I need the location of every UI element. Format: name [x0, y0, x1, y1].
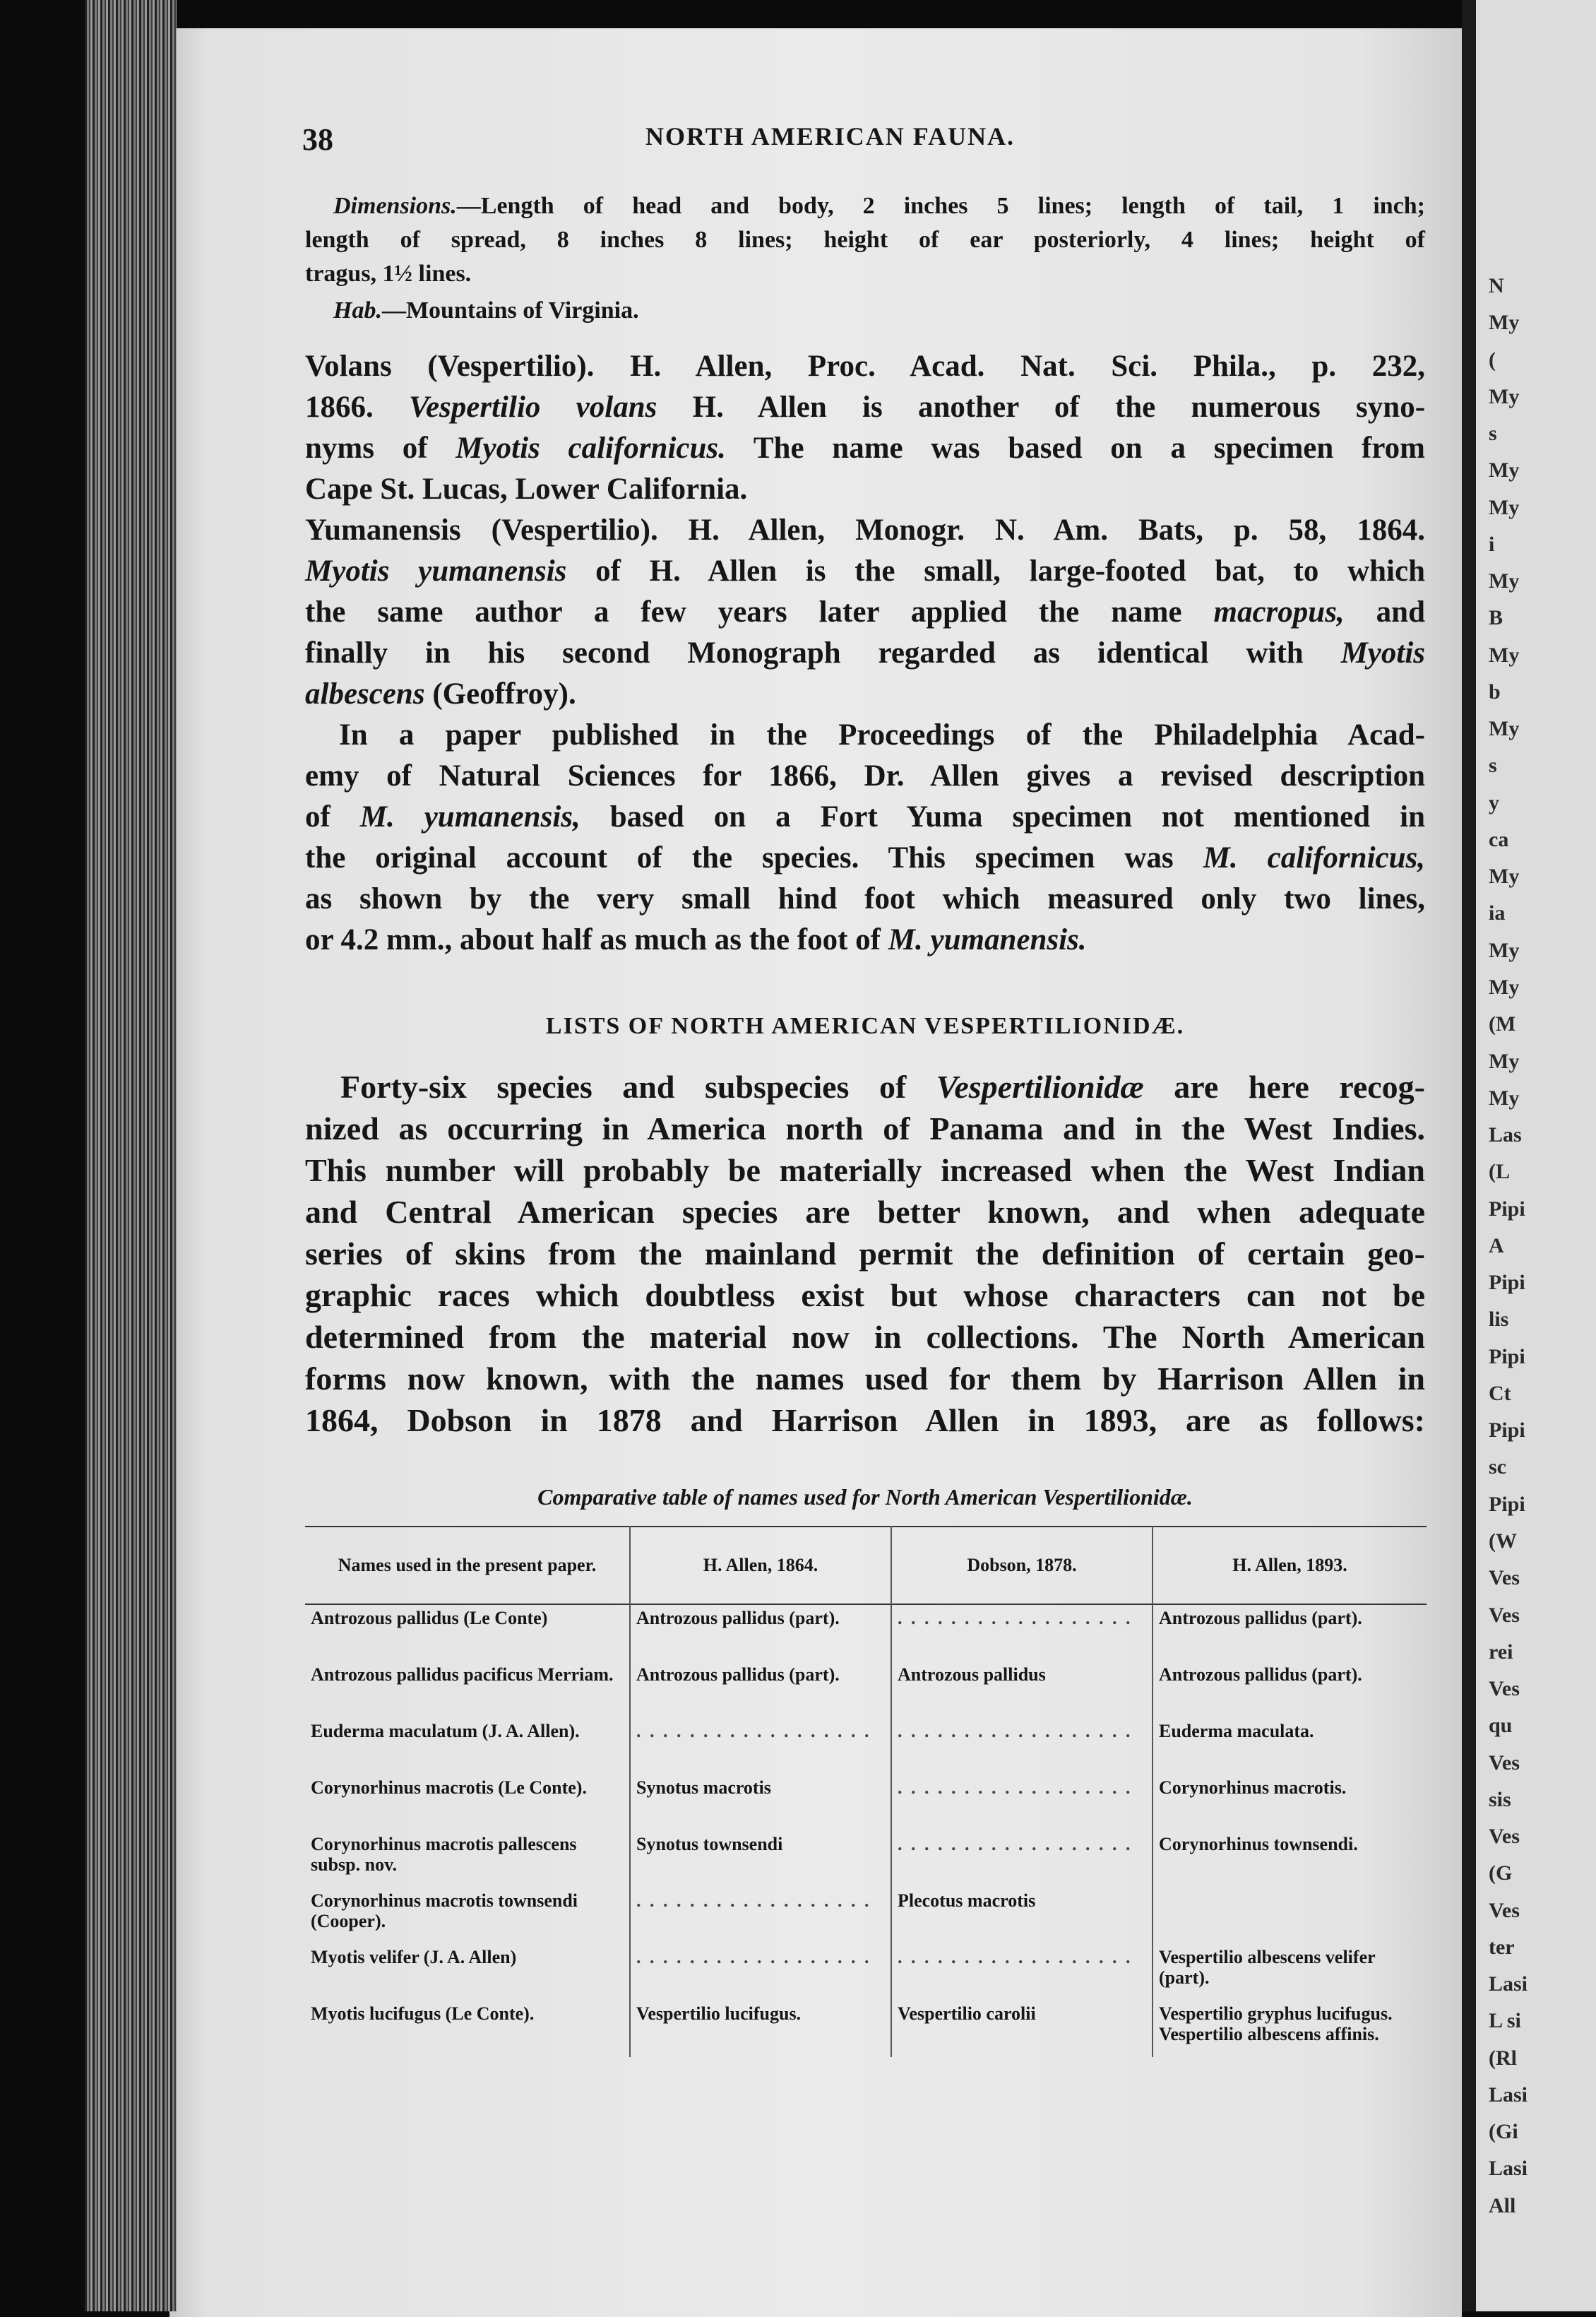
adjacent-text-fragment: (Rl [1489, 2046, 1517, 2070]
section-family: Vespertilionidæ [936, 1069, 1144, 1105]
adjacent-text-fragment: My [1489, 865, 1520, 888]
adjacent-text-fragment: Ves [1489, 1751, 1520, 1774]
yumanensis-line-4 [305, 633, 1425, 674]
adjacent-text-fragment: Pipi [1489, 1197, 1525, 1221]
habitat-line [333, 295, 1453, 326]
adjacent-text-fragment: (L [1489, 1160, 1510, 1183]
table-header-cell: Dobson, 1878. [891, 1527, 1153, 1604]
table-cell: Myotis lucifugus (Le Conte). [311, 2003, 535, 2024]
volans-text-3a: nyms of [305, 432, 428, 465]
adjacent-text-fragment: s [1489, 754, 1497, 777]
adjacent-text-fragment: (W [1489, 1529, 1517, 1553]
table-row [305, 1718, 1427, 1774]
adjacent-text-fragment: My [1489, 569, 1520, 593]
adjacent-text-fragment: Ves [1489, 1604, 1520, 1627]
dimensions-text-1: —Length of head and body, 2 inches 5 lines; length of tail, 1 inch; [456, 193, 1425, 219]
table-row [305, 2001, 1427, 2057]
adjacent-text-fragment: ter [1489, 1936, 1515, 1959]
adjacent-text-fragment: Ves [1489, 1899, 1520, 1922]
table-cell: Vespertilio albescens velifer (part). [1153, 1944, 1427, 2001]
table-caption: Comparative table of names used for North American Vespertilionidæ. [537, 1484, 1193, 1510]
adjacent-text-fragment: ( [1489, 348, 1496, 372]
adjacent-text-fragment: (G [1489, 1861, 1513, 1885]
section-line-3: This number will probably be materially increased when the West Indian [305, 1152, 1425, 1188]
table-cell: Antrozous pallidus (part). [1153, 1604, 1427, 1661]
adjacent-text-fragment: My [1489, 385, 1520, 408]
dimensions-line-3: tragus, 1½ lines. [305, 261, 472, 287]
yumanensis-line-1 [305, 510, 1425, 551]
paper-text-3a: of [305, 800, 330, 834]
yumanensis-title: Yumanensis (Vespertilio). [305, 514, 658, 547]
table-cell: Antrozous pallidus pacificus Merriam. [311, 1664, 614, 1685]
adjacent-text-fragment: sis [1489, 1788, 1511, 1811]
table-cell: Euderma maculatum (J. A. Allen). [311, 1721, 580, 1741]
table-cell: Corynorhinus macrotis townsendi (Cooper). [311, 1890, 578, 1931]
adjacent-text-fragment: My [1489, 311, 1520, 334]
volans-citation: H. Allen, Proc. Acad. Nat. Sci. Phila., p. 232, [630, 350, 1425, 383]
section-text-1a: Forty-six species and subspecies of [340, 1069, 907, 1105]
table-row [305, 1774, 1427, 1831]
yumanensis-line-3 [305, 592, 1425, 633]
table-cell: Antrozous pallidus (part). [1153, 1661, 1427, 1718]
table-cell-dots: . . . . . . . . . . . . . . . . . . [630, 1718, 891, 1774]
section-line-8: forms now known, with the names used for them by Harrison Allen in [305, 1361, 1425, 1397]
adjacent-text-fragment: y [1489, 791, 1499, 814]
adjacent-text-fragment: All [1489, 2194, 1516, 2217]
adjacent-text-fragment: Lasi [1489, 2157, 1528, 2180]
section-line-2: nized as occurring in America north of Panama and in the West Indies. [305, 1110, 1425, 1146]
adjacent-text-fragment: Ves [1489, 1825, 1520, 1848]
adjacent-text-fragment: My [1489, 1050, 1520, 1073]
habitat-label: Hab. [333, 297, 382, 324]
paper-text-4: the original account of the species. This specimen was [305, 841, 1174, 875]
table-cell-dots: . . . . . . . . . . . . . . . . . . [891, 1774, 1153, 1831]
paper-line-6 [305, 920, 1425, 961]
adjacent-text-fragment: Pipi [1489, 1271, 1525, 1294]
yumanensis-text-3b: and [1376, 595, 1426, 629]
volans-species: Myotis californicus. [455, 432, 726, 465]
adjacent-text-fragment: b [1489, 680, 1501, 704]
yumanensis-myotis: Myotis [1340, 636, 1426, 670]
habitat-text: —Mountains of Virginia. [381, 297, 639, 324]
adjacent-text-fragment: B [1489, 606, 1503, 629]
adjacent-text-fragment: sc [1489, 1455, 1506, 1479]
adjacent-text-fragment: My [1489, 939, 1520, 962]
volans-title: Volans (Vespertilio). [305, 350, 595, 383]
adjacent-text-fragment: My [1489, 458, 1520, 482]
adjacent-text-fragment: lis [1489, 1308, 1509, 1331]
paper-species-1: M. yumanensis, [359, 800, 580, 834]
paper-text-3b: based on a Fort Yuma specimen not mentioned in [609, 800, 1425, 834]
table-row [305, 1661, 1427, 1718]
adjacent-text-fragment: My [1489, 1086, 1520, 1110]
paper-line-2: emy of Natural Sciences for 1866, Dr. Allen gives a revised description [305, 759, 1425, 793]
yumanensis-macropus: macropus, [1213, 595, 1345, 629]
adjacent-text-fragment: Lasi [1489, 1972, 1528, 1996]
table-cell: Antrozous pallidus [891, 1661, 1153, 1718]
adjacent-text-fragment: s [1489, 422, 1497, 445]
table-row [305, 1604, 1427, 1661]
table-cell: Myotis velifer (J. A. Allen) [311, 1947, 517, 1967]
adjacent-text-fragment: Pipi [1489, 1345, 1525, 1368]
table-cell: Plecotus macrotis [891, 1888, 1153, 1944]
table-cell: Synotus townsendi [630, 1831, 891, 1888]
table-header-cell: H. Allen, 1864. [630, 1527, 891, 1604]
section-line-9: 1864, Dobson in 1878 and Harrison Allen in 1893, are as follows: [305, 1402, 1425, 1438]
yumanensis-albescens: albescens [305, 677, 425, 711]
paper-species-3: M. yumanensis. [888, 923, 1087, 956]
section-line-1 [305, 1067, 1425, 1108]
volans-line-4: Cape St. Lucas, Lower California. [305, 473, 748, 506]
section-line-7: determined from the material now in collections. The North American [305, 1319, 1425, 1355]
yumanensis-name: Myotis yumanensis [305, 555, 567, 588]
adjacent-text-fragment: ia [1489, 901, 1506, 925]
adjacent-text-fragment: Lasi [1489, 2083, 1528, 2106]
paper-text-1: In a paper published in the Proceedings of the Philadelphia Acad- [339, 718, 1425, 752]
table-cell-dots: . . . . . . . . . . . . . . . . . . [630, 1888, 891, 1944]
table-cell: Synotus macrotis [630, 1774, 891, 1831]
adjacent-text-fragment: Ves [1489, 1566, 1520, 1589]
table-header-cell: Names used in the present paper. [338, 1555, 597, 1575]
table-cell: Corynorhinus townsendi. [1153, 1831, 1427, 1888]
dimensions-line-2: length of spread, 8 inches 8 lines; height of ear posteriorly, 4 lines; height of [305, 227, 1425, 253]
volans-line-2 [305, 387, 1425, 428]
table-header-cell: H. Allen, 1893. [1153, 1527, 1427, 1604]
table-cell-dots: . . . . . . . . . . . . . . . . . . [891, 1604, 1153, 1661]
volans-text-2: H. Allen is another of the numerous syno- [692, 391, 1426, 424]
section-line-6: graphic races which doubtless exist but whose characters can not be [305, 1277, 1425, 1313]
adjacent-text-fragment: ca [1489, 828, 1509, 851]
paper-text-6: or 4.2 mm., about half as much as the foot of [305, 923, 881, 956]
table-row [305, 1944, 1427, 2001]
paper-species-2: M. californicus, [1203, 841, 1425, 875]
paper-line-5: as shown by the very small hind foot which measured only two lines, [305, 882, 1425, 915]
yumanensis-text-4: finally in his second Monograph regarded as identical with [305, 636, 1304, 670]
paper-line-4 [305, 838, 1425, 879]
adjacent-text-fragment: Pipi [1489, 1493, 1525, 1516]
adjacent-text-fragment: rei [1489, 1640, 1513, 1664]
adjacent-text-fragment: qu [1489, 1714, 1513, 1737]
paper-line-1 [305, 715, 1425, 756]
yumanensis-line-5 [305, 674, 1425, 715]
volans-year: 1866. [305, 391, 374, 424]
table-cell [1153, 1888, 1427, 1944]
table-cell: Vespertilio gryphus lucifugus. Vespertilio albescens affinis. [1153, 2001, 1427, 2057]
volans-text-3b: The name was based on a specimen from [753, 432, 1425, 465]
section-line-5: series of skins from the mainland permit the definition of certain geo- [305, 1235, 1425, 1272]
volans-line-1 [305, 346, 1425, 387]
table-cell: Euderma maculata. [1153, 1718, 1427, 1774]
section-line-4: and Central American species are better known, and when adequate [305, 1194, 1425, 1230]
page-number: 38 [302, 122, 333, 157]
adjacent-text-fragment: L si [1489, 2009, 1521, 2032]
adjacent-text-fragment: A [1489, 1234, 1504, 1257]
adjacent-text-fragment: My [1489, 976, 1520, 999]
adjacent-text-fragment: Pipi [1489, 1418, 1525, 1442]
table-cell: Antrozous pallidus (part). [630, 1661, 891, 1718]
table-cell: Corynorhinus macrotis (Le Conte). [311, 1777, 587, 1798]
adjacent-page [1462, 0, 1596, 2311]
table-cell: Antrozous pallidus (Le Conte) [311, 1608, 548, 1628]
yumanensis-year: 1864. [1357, 514, 1425, 547]
table-cell: Corynorhinus macrotis. [1153, 1774, 1427, 1831]
yumanensis-text-2: of H. Allen is the small, large-footed bat, to which [595, 555, 1425, 588]
table-cell: Antrozous pallidus (part). [630, 1604, 891, 1661]
yumanensis-text-5: (Geoffroy). [432, 677, 576, 711]
adjacent-text-fragment: My [1489, 496, 1520, 519]
adjacent-text-fragment: Ct [1489, 1382, 1511, 1405]
table-row [305, 1831, 1427, 1888]
adjacent-text-fragment: Las [1489, 1123, 1522, 1146]
yumanensis-line-2 [305, 551, 1425, 592]
adjacent-text-fragment: My [1489, 644, 1520, 667]
page-edges [85, 0, 177, 2311]
table-row [305, 1888, 1427, 1944]
table-cell-dots: . . . . . . . . . . . . . . . . . . [891, 1718, 1153, 1774]
adjacent-text-fragment: i [1489, 533, 1495, 556]
adjacent-text-fragment: My [1489, 717, 1520, 740]
paper-line-3 [305, 797, 1425, 838]
running-title: NORTH AMERICAN FAUNA. [645, 122, 1016, 150]
yumanensis-citation: H. Allen, Monogr. N. Am. Bats, p. 58, [688, 514, 1327, 547]
adjacent-text-fragment: Ves [1489, 1677, 1520, 1700]
table-cell: Vespertilio carolii [891, 2001, 1153, 2057]
volans-name: Vespertilio volans [409, 391, 657, 424]
section-heading: LISTS OF NORTH AMERICAN VESPERTILIONIDÆ. [545, 1013, 1185, 1039]
comparative-names-table [305, 1526, 1427, 2057]
adjacent-text-fragment: (Gi [1489, 2120, 1518, 2143]
yumanensis-text-3a: the same author a few years later applied the name [305, 595, 1182, 629]
table-cell: Vespertilio lucifugus. [630, 2001, 891, 2057]
table-cell: Corynorhinus macrotis pallescens subsp. nov. [311, 1834, 577, 1875]
section-text-1b: are here recog- [1174, 1069, 1425, 1105]
adjacent-text-fragment: (M [1489, 1012, 1516, 1036]
dimensions-line-1 [305, 191, 1425, 222]
dimensions-label: Dimensions. [333, 193, 457, 219]
volans-line-3 [305, 428, 1425, 469]
adjacent-text-fragment: N [1489, 274, 1504, 297]
table-cell-dots: . . . . . . . . . . . . . . . . . . [630, 1944, 891, 2001]
table-cell-dots: . . . . . . . . . . . . . . . . . . [891, 1944, 1153, 2001]
table-header-row [305, 1527, 1427, 1604]
table-cell-dots: . . . . . . . . . . . . . . . . . . [891, 1831, 1153, 1888]
